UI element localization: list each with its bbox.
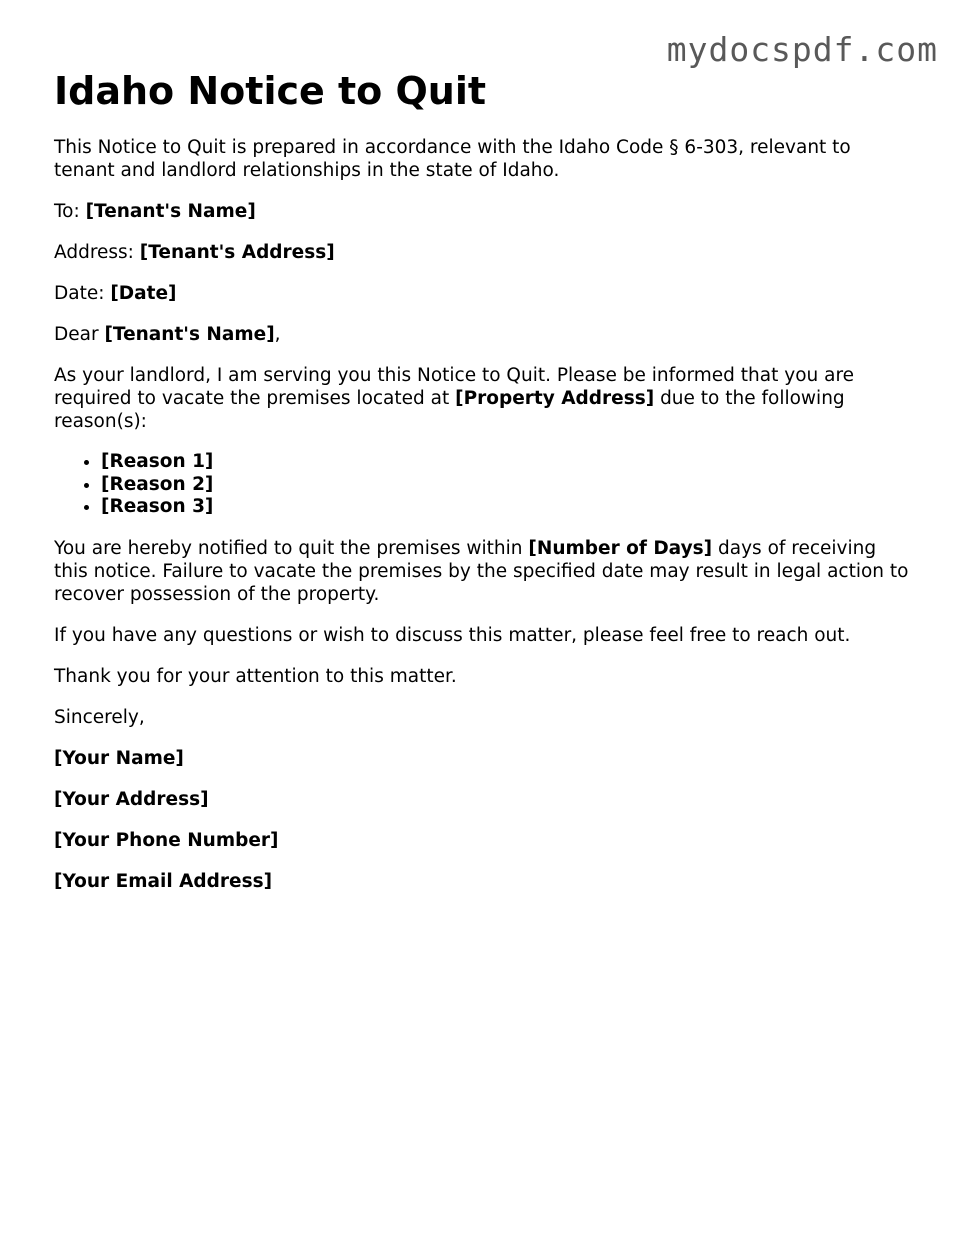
your-address-field: [Your Address] (54, 788, 209, 810)
notice-text-after: due to the following reason(s): (54, 388, 845, 432)
thanks-paragraph: Thank you for your attention to this matter. (54, 665, 457, 687)
intro-paragraph: This Notice to Quit is prepared in accordance with the Idaho Code § 6-303, relevant to tenant and landlord relationships in the state of Idaho. (54, 137, 851, 181)
tenant-name-field: [Tenant's Name] (85, 201, 256, 222)
greeting-tenant-name: [Tenant's Name] (104, 324, 275, 345)
watermark: mydocspdf.com (666, 30, 938, 69)
closing-line: Sincerely, (54, 706, 145, 728)
date-field: [Date] (110, 283, 177, 304)
to-line (54, 200, 914, 223)
list-item: • [Reason 2] (101, 474, 914, 497)
list-item: • [Reason 3] (101, 496, 914, 519)
number-of-days-field: [Number of Days] (528, 537, 713, 559)
date-label: Date: (54, 283, 111, 304)
to-label: To: (54, 201, 86, 222)
document-page (54, 66, 914, 911)
greeting-prefix: Dear (54, 324, 105, 345)
notice-text-before: As your landlord, I am serving you this Notice to Quit. Please be informed that you are required to vacate the premises located at (54, 365, 855, 409)
your-email-field: [Your Email Address] (54, 870, 273, 892)
greeting-suffix: , (274, 324, 281, 345)
document-title: Idaho Notice to Quit (54, 69, 487, 113)
quit-text-before: You are hereby notified to quit the premises within (54, 537, 529, 559)
tenant-address-field: [Tenant's Address] (139, 242, 335, 263)
quit-paragraph (54, 537, 914, 606)
your-phone-field: [Your Phone Number] (54, 829, 279, 851)
signature-block (54, 747, 914, 893)
questions-paragraph: If you have any questions or wish to discuss this matter, please feel free to reach out. (54, 624, 851, 646)
property-address-field: [Property Address] (455, 388, 655, 409)
greeting-line (54, 323, 914, 346)
address-label: Address: (54, 242, 140, 263)
address-line (54, 241, 914, 264)
reasons-list (54, 451, 914, 519)
your-name-field: [Your Name] (54, 747, 184, 769)
notice-paragraph (54, 364, 914, 433)
quit-text-after: days of receiving this notice. Failure to vacate the premises by the specified date may result in legal action to recover possession of the property. (54, 537, 909, 605)
list-item: • [Reason 1] (101, 451, 914, 474)
date-line (54, 282, 914, 305)
